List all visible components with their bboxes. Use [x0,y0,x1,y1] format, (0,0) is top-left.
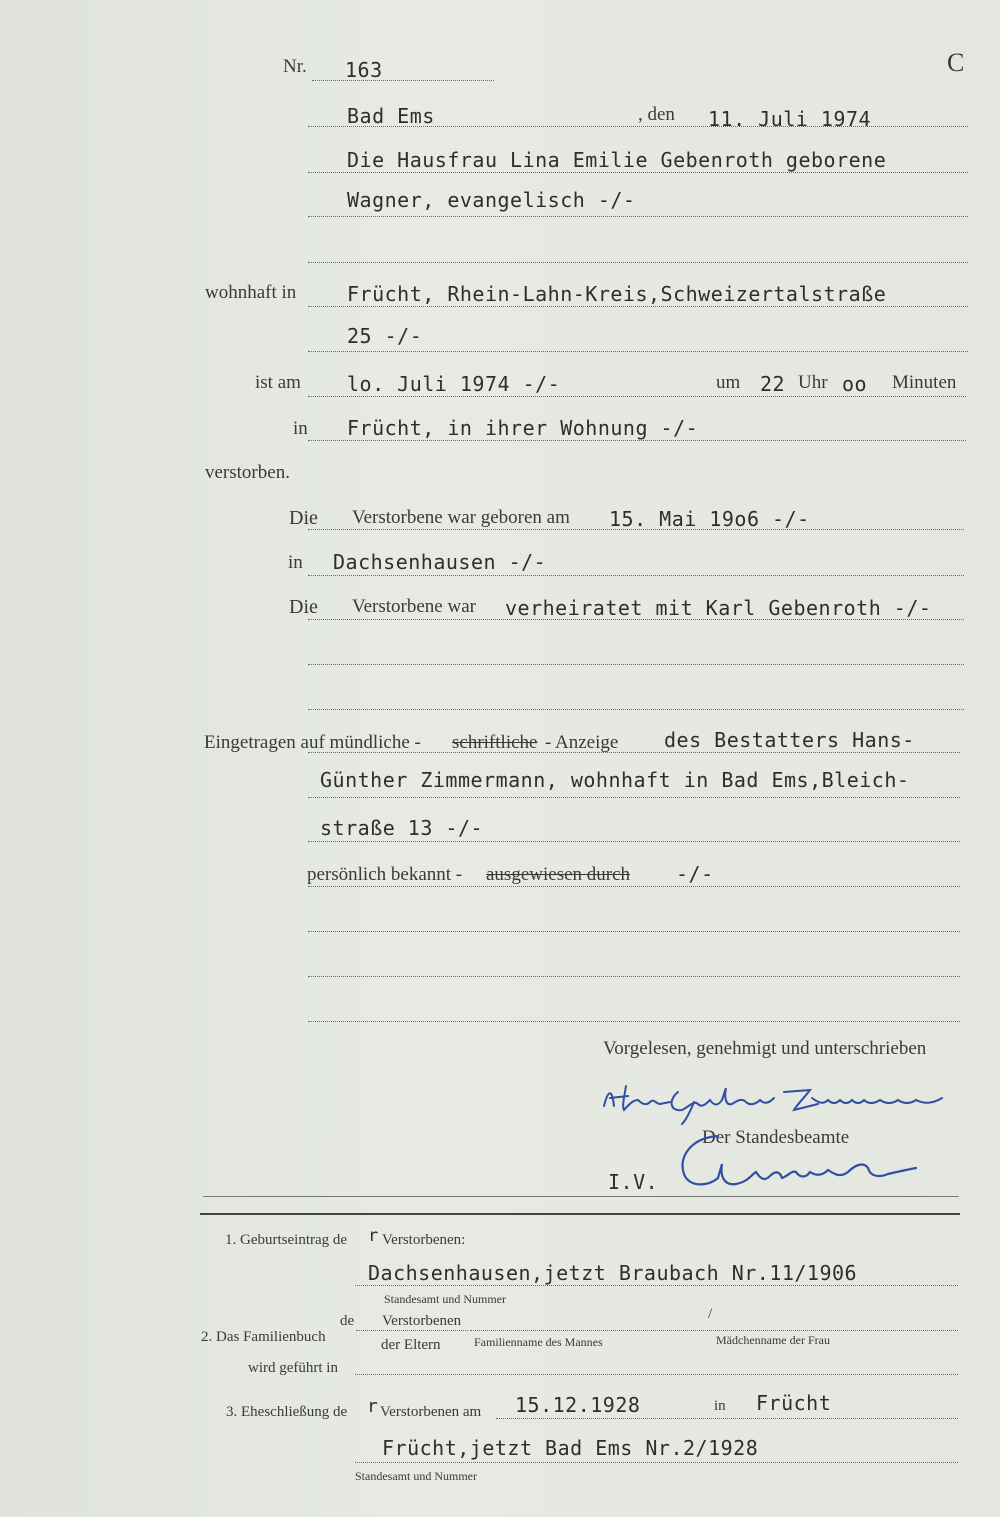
marriage-status: verheiratet mit Karl Gebenroth -/- [505,596,932,620]
registration-label-b: - Anzeige [545,732,619,753]
registrar-signature [670,1128,930,1200]
marriage-entry-date: 15.12.1928 [515,1393,641,1417]
corner-letter: C [947,48,965,77]
death-hour: 22 [760,372,786,396]
known-struck: ausgewiesen durch [486,864,631,885]
nr-label: Nr. [283,56,307,77]
birth-entry-label: 1. Geburtseintrag de [225,1232,348,1248]
death-minutes: oo [842,372,868,396]
marriage-entry-in: in [714,1398,726,1414]
known-rule [308,886,960,887]
person-line-1-rule [308,172,968,173]
birth-in-label: in [288,552,303,573]
registration-label-a: Eingetragen auf mündliche - [204,732,421,753]
ist-am-label: ist am [255,372,301,393]
person-line-3-rule [308,262,968,263]
um-label: um [716,372,741,393]
marriage-article: Die [289,596,318,618]
birth-entry-label-2: Verstorbenen: [382,1232,466,1248]
date-line [308,126,968,127]
marriage-entry-caption: Standesamt und Nummer [355,1469,477,1483]
family-book-label: 2. Das Familienbuch [201,1329,326,1345]
family-book-verstorbenen: Verstorbenen [382,1313,462,1329]
family-book-de-rule [356,1330,468,1331]
informant-rule-2 [308,797,960,798]
known-value: -/- [676,862,714,886]
registration-label-struck: schriftliche [452,732,538,753]
marriage-label: Verstorbene war [352,596,476,617]
verstorben-label: verstorben. [205,462,290,483]
birth-entry-rule [355,1285,958,1286]
address-line-1: Frücht, Rhein-Lahn-Kreis,Schweizertalstraße [347,282,887,306]
address-line-2: 25 -/- [347,324,423,348]
marriage-entry-label-2: Verstorbenen am [380,1404,482,1420]
birth-entry-caption: Standesamt und Nummer [384,1292,506,1306]
date-value: 11. Juli 1974 [708,107,872,131]
death-date: lo. Juli 1974 -/- [347,372,561,396]
family-book-eltern: der Eltern [381,1337,441,1353]
in-label: in [293,418,308,439]
marriage-entry-value-rule [355,1462,958,1463]
footer-divider [200,1213,960,1215]
informant-signature [598,1076,958,1128]
blank-rule-1 [308,931,960,932]
blank-rule-3 [308,1021,960,1022]
person-line-1: Die Hausfrau Lina Emilie Gebenroth geborene [347,148,887,172]
uhr-label: Uhr [798,372,828,393]
registrar-label: Der Standesbeamte [702,1127,850,1148]
marriage-rule-3 [308,709,964,710]
known-label: persönlich bekannt - [307,864,463,885]
wohnhaft-label: wohnhaft in [205,282,297,303]
death-place-rule [308,440,966,441]
birth-entry-suffix: r [368,1226,379,1246]
informant-line-2: Günther Zimmermann, wohnhaft in Bad Ems,Bleich- [320,768,910,792]
family-book-kept-in-label: wird geführt in [248,1360,338,1376]
informant-line-3: straße 13 -/- [320,816,484,840]
place-value: Bad Ems [347,104,435,128]
address-line-1-rule [308,306,968,307]
family-book-kept-in-rule [355,1374,958,1375]
death-date-rule [308,396,966,397]
den-label: , den [638,104,675,125]
marriage-entry-place: Frücht [756,1391,832,1415]
informant-rule-3 [308,841,960,842]
birth-label: Verstorbene war geboren am [352,507,570,528]
blank-rule-2 [308,976,960,977]
nr-line [312,80,494,81]
family-book-name-rule [470,1330,958,1331]
address-line-2-rule [308,351,968,352]
informant-line-1: des Bestatters Hans- [664,728,915,752]
marriage-entry-value: Frücht,jetzt Bad Ems Nr.2/1928 [382,1436,759,1460]
family-book-de: de [340,1313,355,1329]
informant-rule-1 [308,752,960,753]
birth-entry-value: Dachsenhausen,jetzt Braubach Nr.11/1906 [368,1261,858,1285]
birth-date-rule [308,529,964,530]
death-place: Frücht, in ihrer Wohnung -/- [347,416,699,440]
birth-article: Die [289,507,318,529]
birth-place: Dachsenhausen -/- [333,550,547,574]
marriage-rule-2 [308,664,964,665]
birth-place-rule [308,575,964,576]
family-book-slash: / [708,1306,713,1322]
signature-rule [203,1196,959,1197]
person-line-2: Wagner, evangelisch -/- [347,188,636,212]
marriage-entry-label: 3. Eheschließung de [226,1404,348,1420]
husband-name-caption: Familienname des Mannes [474,1335,603,1349]
marriage-rule-1 [308,619,964,620]
marriage-entry-rule [496,1418,958,1419]
minuten-label: Minuten [892,372,957,393]
birth-date: 15. Mai 19o6 -/- [609,507,810,531]
wife-name-caption: Mädchenname der Frau [716,1333,830,1347]
nr-value: 163 [345,58,383,82]
marriage-entry-suffix: r [367,1396,379,1417]
person-line-2-rule [308,216,968,217]
iv-label: I.V. [608,1170,659,1194]
read-approved-label: Vorgelesen, genehmigt und unterschrieben [603,1038,927,1059]
